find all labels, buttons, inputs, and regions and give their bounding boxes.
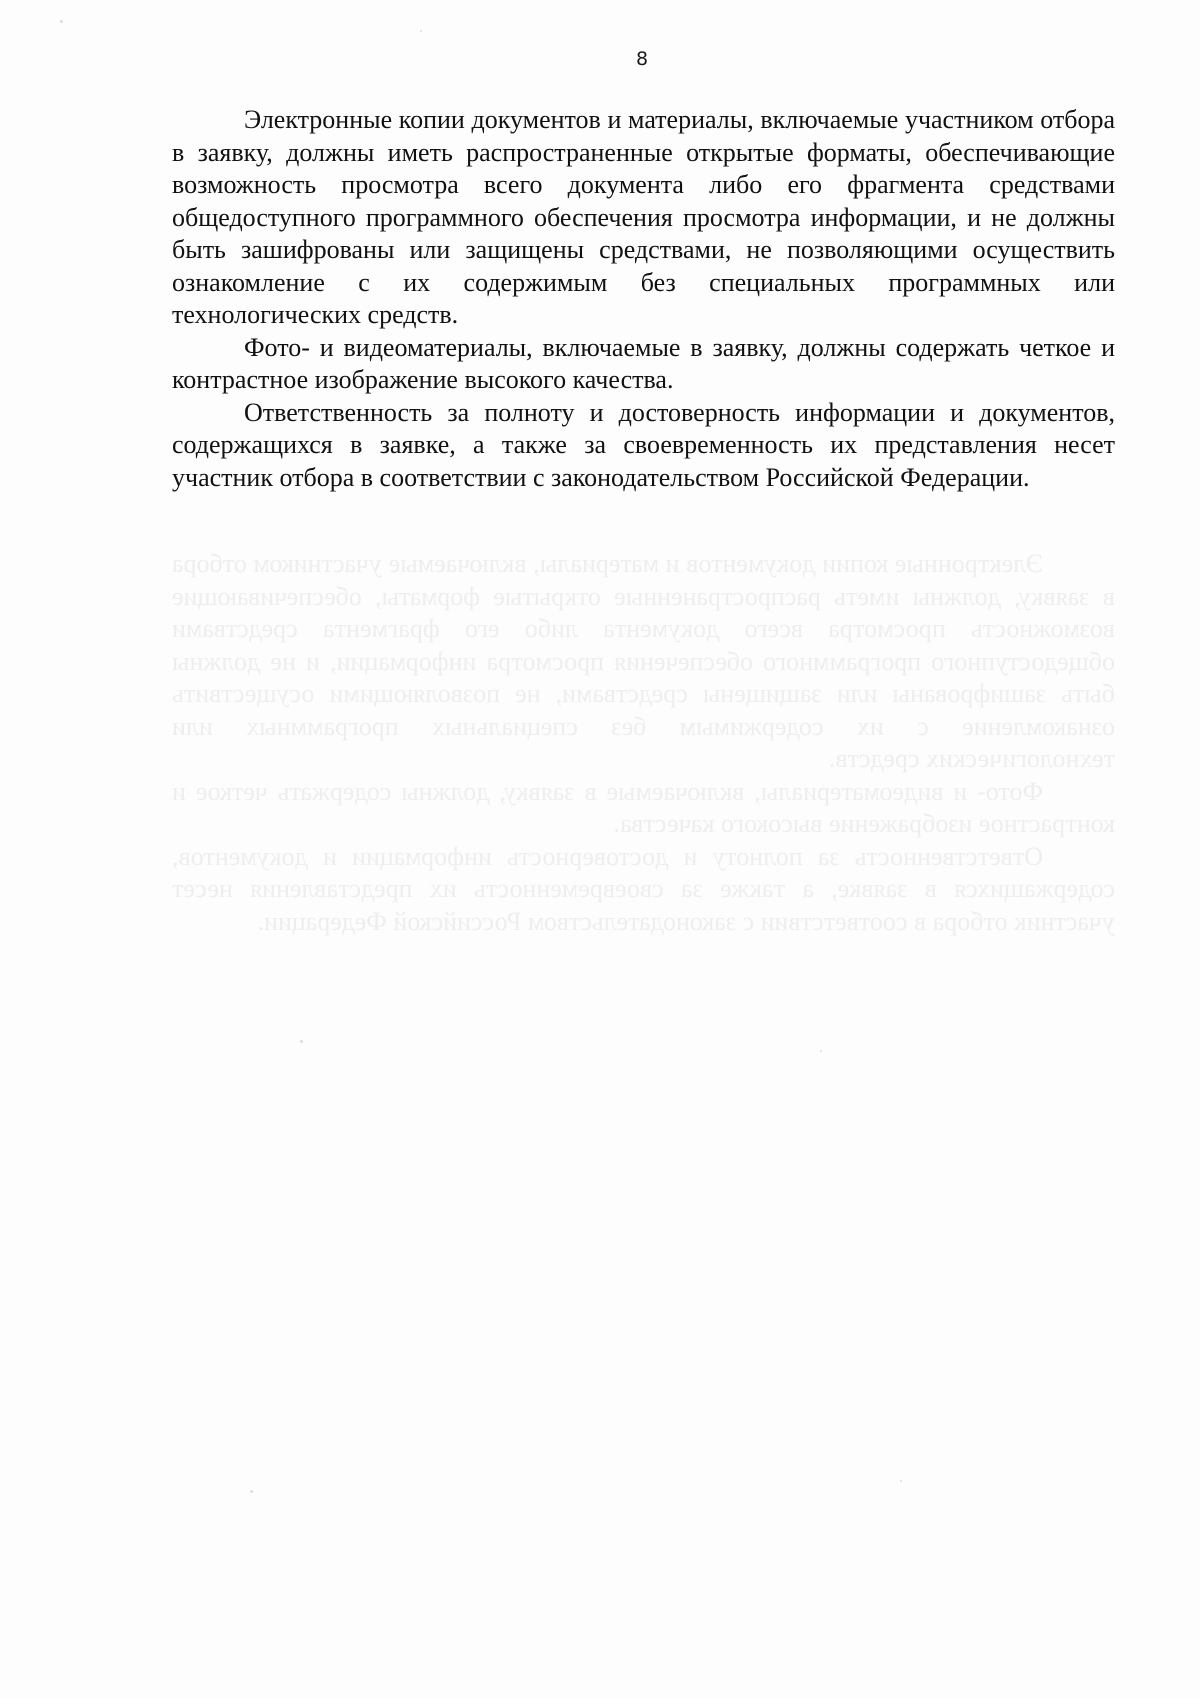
paragraph-electronic-copies: Электронные копии документов и материалы, включаемые участником отбора в заявку, должны иметь распространенные открытые форматы, обеспечивающие возможность просмотра всего документа либо его фрагмента средствами общедоступного программного обеспечения просмотра информации, и не должны быть зашифрованы или защищены средствами, не позволяющими осуществить ознакомление с их содержимым без специальных программных или технологических средств. xyxy=(172,105,1115,329)
show-through-line: Ответственность за полноту и достоверность информации и документов, содержащихся в заявке, а также за своевременность их представления несет участник отбора в соответствии с законодательством Российской Федерации. xyxy=(172,841,1115,936)
scan-speck xyxy=(420,30,422,32)
document-body xyxy=(172,104,1115,494)
show-through-artifact xyxy=(172,548,1115,938)
scan-speck xyxy=(250,1490,253,1493)
paragraph-photo-video: Фото- и видеоматериалы, включаемые в заявку, должны содержать четкое и контрастное изображение высокого качества. xyxy=(172,332,1115,394)
show-through-line: Фото- и видеоматериалы, включаемые в заявку, должны содержать четкое и контрастное изображение высокого качества. xyxy=(172,776,1115,838)
scan-speck xyxy=(300,1040,303,1043)
scan-speck xyxy=(820,1050,822,1052)
paragraph-responsibility: Ответственность за полноту и достоверность информации и документов, содержащихся в заявке, а также за своевременность их представления несет участник отбора в соответствии с законодательством Российской Федерации. xyxy=(172,397,1115,492)
scan-speck xyxy=(60,20,63,23)
show-through-line: Электронные копии документов и материалы, включаемые участником отбора в заявку, должны иметь распространенные открытые форматы, обеспечивающие возможность просмотра всего документа либо его фрагмента средствами общедоступного программного обеспечения просмотра информации, и не должны быть зашифрованы или защищены средствами, не позволяющими осуществить ознакомление с их содержимым без специальных программных или технологических средств. xyxy=(172,549,1115,773)
scan-speck xyxy=(900,1480,902,1482)
page-number: 8 xyxy=(635,48,649,70)
